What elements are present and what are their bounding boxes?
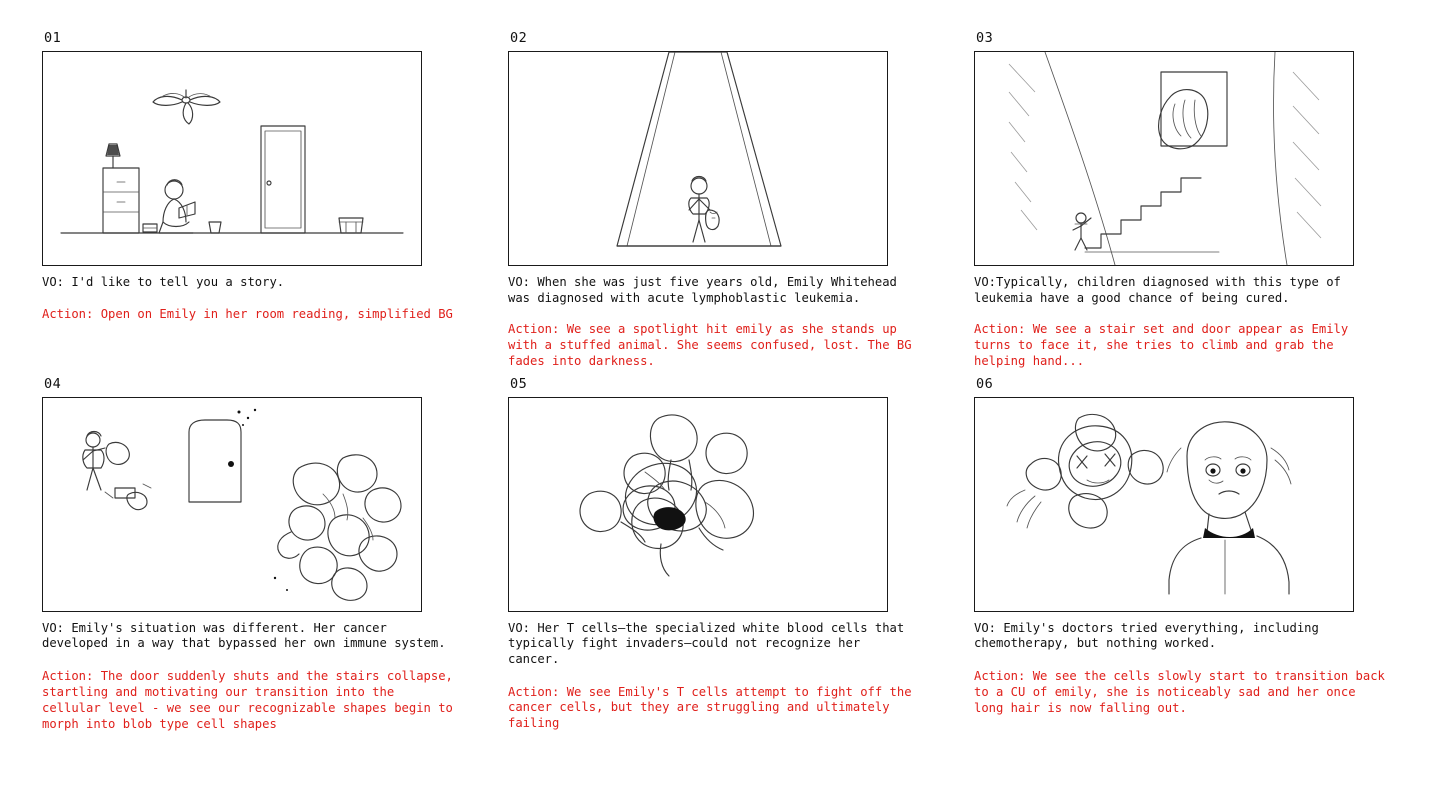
panel-vo-text: VO: I'd like to tell you a story. <box>42 275 285 289</box>
panel-vo-text: VO: Emily's situation was different. Her cancer developed in a way that bypassed her own immune system. <box>42 620 446 651</box>
panel-vo-text: VO: Emily's doctors tried everything, including chemotherapy, but nothing worked. <box>974 620 1327 651</box>
storyboard-panel-04 <box>42 376 462 733</box>
panel-action-text: Action: We see a stair set and door appear as Emily turns to face it, she tries to climb and grab the helping hand... <box>974 322 1356 368</box>
panel-frame-06 <box>974 397 1354 612</box>
panel-number: 01 <box>44 30 62 46</box>
panel-number: 05 <box>510 375 528 392</box>
storyboard-panel-06 <box>974 376 1394 733</box>
panel-frame-02 <box>508 51 888 266</box>
panel-action-text: Action: We see a spotlight hit emily as she stands up with a stuffed animal. She seems confused, lost. The BG fades into darkness. <box>508 322 919 368</box>
panel-vo-text: VO:Typically, children diagnosed with this type of leukemia have a good chance of being cured. <box>974 275 1349 305</box>
sketch-emily-in-spotlight <box>509 52 887 265</box>
panel-number: 06 <box>976 375 994 392</box>
panel-frame-05 <box>508 397 888 612</box>
panel-action-text: Action: Open on Emily in her room reading, simplified BG <box>42 306 453 321</box>
panel-frame-03 <box>974 51 1354 266</box>
panel-number: 03 <box>976 30 994 46</box>
storyboard-panel-01 <box>42 30 462 370</box>
sketch-emily-reading-in-room <box>43 52 421 265</box>
storyboard-panel-02 <box>508 30 928 370</box>
storyboard-panel-05 <box>508 376 928 733</box>
sketch-cells-morph-to-emily-closeup <box>975 398 1353 611</box>
panel-frame-01 <box>42 51 422 266</box>
panel-vo-text: VO: Her T cells—the specialized white blood cells that typically fight invaders—could not recognize her cancer. <box>508 620 912 667</box>
panel-action-text: Action: We see Emily's T cells attempt to fight off the cancer cells, but they are struggling and ultimately failing <box>508 684 919 731</box>
panel-action-text: Action: The door suddenly shuts and the stairs collapse, startling and motivating our transition into the cellular level - we see our recognizable shapes begin to morph into blob type cell shapes <box>42 669 461 731</box>
panel-action-text: Action: We see the cells slowly start to transition back to a CU of emily, she is noticeably sad and her once long hair is now falling out. <box>974 669 1393 715</box>
sketch-door-shuts-stairs-collapse <box>43 398 421 611</box>
sketch-stairs-and-helping-hand <box>975 52 1353 265</box>
panel-frame-04 <box>42 397 422 612</box>
sketch-t-cells-fighting-cancer-cells <box>509 398 887 611</box>
panel-number: 04 <box>44 375 62 392</box>
panel-vo-text: VO: When she was just five years old, Emily Whitehead was diagnosed with acute lymphoblastic leukemia. <box>508 275 905 305</box>
storyboard-panel-03 <box>974 30 1394 370</box>
panel-number: 02 <box>510 30 528 46</box>
